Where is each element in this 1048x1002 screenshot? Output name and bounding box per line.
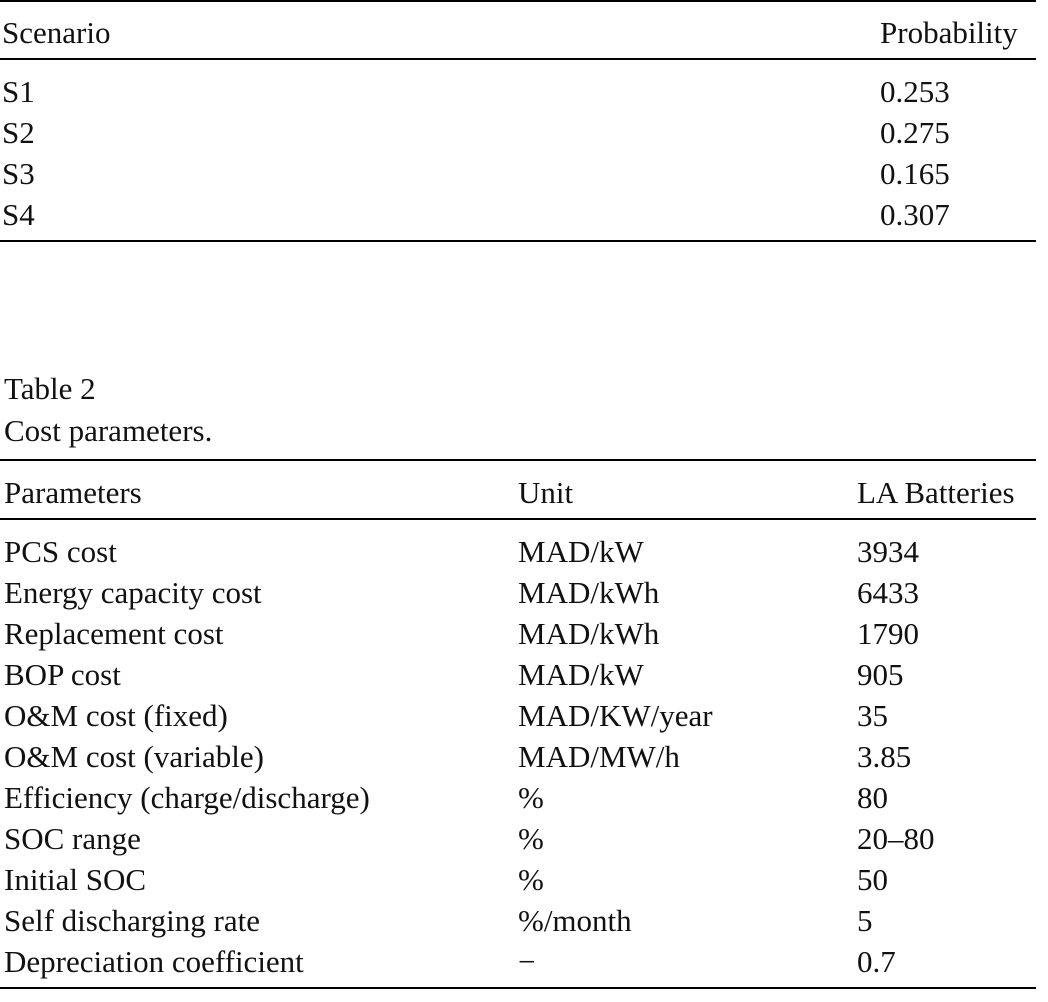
unit-cell: MAD/KW/year	[518, 698, 713, 733]
scenario-cell: S3	[2, 156, 35, 191]
value-cell: 1790	[857, 616, 919, 651]
value-cell: 3.85	[857, 739, 912, 774]
parameter-cell: O&M cost (fixed)	[4, 698, 228, 733]
header-probability: Probability	[880, 15, 1018, 50]
unit-cell: %	[518, 780, 544, 815]
unit-cell: MAD/kW	[518, 534, 644, 569]
scenario-cell: S1	[2, 74, 35, 109]
parameter-cell: Replacement cost	[4, 616, 224, 651]
parameter-cell: SOC range	[4, 821, 141, 856]
value-cell: 35	[857, 698, 888, 733]
scenario-cell: S4	[2, 197, 35, 232]
header-unit: Unit	[518, 475, 574, 510]
value-cell: 905	[857, 657, 904, 692]
table-caption: Cost parameters.	[4, 413, 213, 448]
parameter-cell: Efficiency (charge/discharge)	[4, 780, 370, 815]
probability-cell: 0.253	[880, 74, 950, 109]
table-top-rule	[0, 459, 1036, 461]
table-bottom-rule	[0, 240, 1036, 242]
unit-cell: %	[518, 862, 544, 897]
unit-cell: MAD/MW/h	[518, 739, 680, 774]
unit-cell: %	[518, 821, 544, 856]
value-cell: 20–80	[857, 821, 935, 856]
unit-cell: %/month	[518, 903, 632, 938]
table-top-rule	[0, 0, 1036, 2]
unit-cell: MAD/kWh	[518, 616, 660, 651]
parameter-cell: BOP cost	[4, 657, 121, 692]
parameter-cell: Self discharging rate	[4, 903, 260, 938]
header-la-batteries: LA Batteries	[857, 475, 1015, 510]
table-bottom-rule	[0, 987, 1036, 989]
header-scenario: Scenario	[2, 15, 111, 50]
scenario-cell: S2	[2, 115, 35, 150]
header-parameters: Parameters	[4, 475, 142, 510]
parameter-cell: O&M cost (variable)	[4, 739, 264, 774]
value-cell: 50	[857, 862, 888, 897]
unit-cell: MAD/kW	[518, 657, 644, 692]
probability-cell: 0.275	[880, 115, 950, 150]
value-cell: 3934	[857, 534, 919, 569]
unit-cell: MAD/kWh	[518, 575, 660, 610]
value-cell: 0.7	[857, 944, 896, 979]
probability-cell: 0.165	[880, 156, 950, 191]
value-cell: 80	[857, 780, 888, 815]
value-cell: 5	[857, 903, 873, 938]
probability-cell: 0.307	[880, 197, 950, 232]
table-label: Table 2	[4, 371, 96, 406]
header-rule	[0, 58, 1036, 60]
parameter-cell: Energy capacity cost	[4, 575, 262, 610]
parameter-cell: Depreciation coefficient	[4, 944, 304, 979]
parameter-cell: Initial SOC	[4, 862, 147, 897]
value-cell: 6433	[857, 575, 919, 610]
unit-cell: −	[518, 944, 536, 979]
parameter-cell: PCS cost	[4, 534, 117, 569]
header-rule	[0, 518, 1036, 520]
